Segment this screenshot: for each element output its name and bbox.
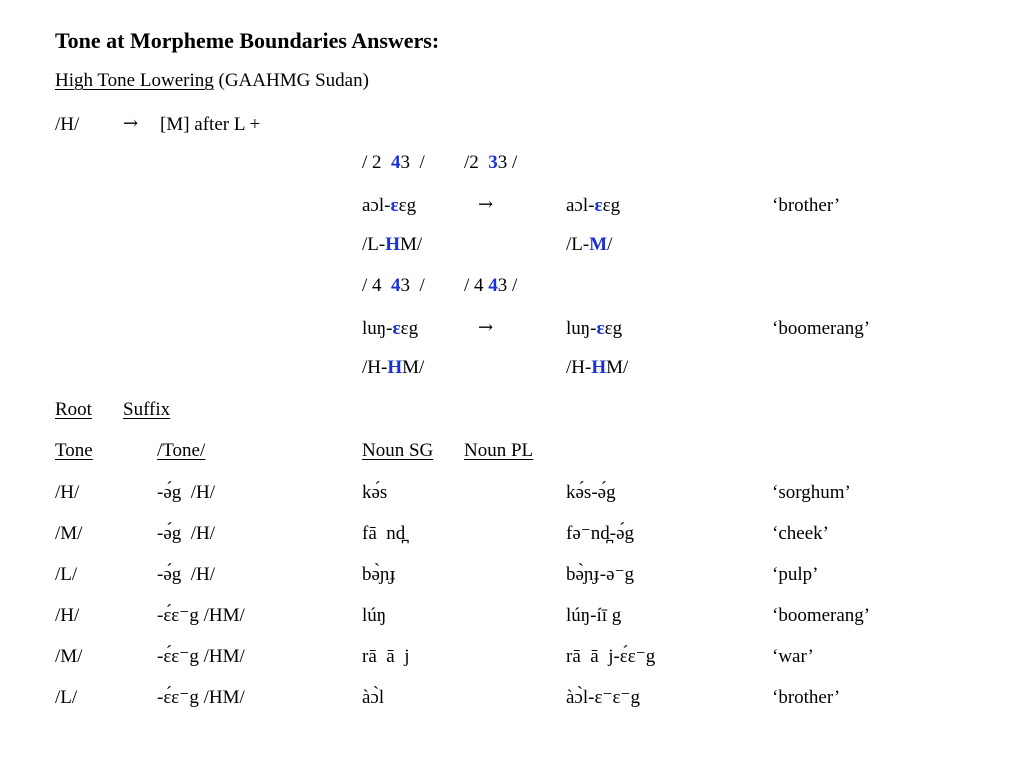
row-3-root: /L/ bbox=[55, 564, 78, 585]
row-1-sg: kə́s bbox=[362, 482, 388, 503]
row-5-root: /M/ bbox=[55, 646, 83, 667]
example-1-code-out: /2 33 / bbox=[464, 152, 518, 173]
example-1-code-in: / 2 43 / bbox=[362, 152, 425, 173]
example-2-tone-in: /H-HM/ bbox=[362, 357, 425, 378]
example-2-gloss: ‘boomerang’ bbox=[772, 318, 871, 339]
example-1-arrow-icon: → bbox=[478, 194, 494, 215]
row-2-root: /M/ bbox=[55, 523, 83, 544]
row-5-gloss: ‘war’ bbox=[772, 646, 814, 667]
row-2-sg: fā nd̪ bbox=[362, 523, 406, 544]
row-1-suffix: -ə́g /H/ bbox=[157, 482, 216, 503]
row-6-pl: àɔ̀l-ɛ⁻ɛ⁻g bbox=[566, 687, 640, 708]
rule-output: [M] after L + bbox=[160, 114, 261, 135]
example-1-form-in: aɔl-ɛɛg bbox=[362, 195, 417, 216]
example-2-code-in: / 4 43 / bbox=[362, 275, 425, 296]
header-noun-pl: Noun PL bbox=[464, 440, 534, 461]
rule-arrow-icon: → bbox=[123, 113, 139, 134]
example-2-form-in: luŋ-ɛɛg bbox=[362, 318, 419, 339]
example-2-code-out: / 4 43 / bbox=[464, 275, 518, 296]
header-root: Root bbox=[55, 399, 92, 420]
row-1-gloss: ‘sorghum’ bbox=[772, 482, 851, 503]
subtitle-underlined: High Tone Lowering bbox=[55, 70, 214, 91]
row-4-sg: lúŋ bbox=[362, 605, 387, 626]
row-1-pl: kə́s-ə́g bbox=[566, 482, 616, 503]
row-4-suffix: -ɛ́ɛ⁻g /HM/ bbox=[157, 605, 245, 626]
header-tone: Tone bbox=[55, 440, 93, 461]
example-1-form-out: aɔl-ɛɛg bbox=[566, 195, 621, 216]
row-2-pl: fə⁻nd̪-ə́g bbox=[566, 523, 635, 544]
header-suffix: Suffix bbox=[123, 399, 171, 420]
row-3-pl: bə̀ɲɟ-ə⁻g bbox=[566, 564, 635, 585]
row-3-gloss: ‘pulp’ bbox=[772, 564, 819, 585]
example-1-gloss: ‘brother’ bbox=[772, 195, 841, 216]
row-3-sg: bə̀ɲɟ bbox=[362, 564, 396, 585]
example-2-form-out: luŋ-ɛɛg bbox=[566, 318, 623, 339]
row-6-root: /L/ bbox=[55, 687, 78, 708]
subtitle-rest: (GAAHMG Sudan) bbox=[213, 70, 369, 91]
row-6-sg: àɔ̀l bbox=[362, 687, 385, 708]
example-1-tone-in: /L-HM/ bbox=[362, 234, 423, 255]
example-2-tone-out: /H-HM/ bbox=[566, 357, 629, 378]
page-title: Tone at Morpheme Boundaries Answers: bbox=[55, 28, 440, 53]
rule-input: /H/ bbox=[55, 114, 80, 135]
row-4-gloss: ‘boomerang’ bbox=[772, 605, 871, 626]
row-2-suffix: -ə́g /H/ bbox=[157, 523, 216, 544]
row-5-pl: rā ā j-ɛ́ɛ⁻g bbox=[566, 646, 656, 667]
subtitle bbox=[55, 71, 369, 90]
row-4-root: /H/ bbox=[55, 605, 80, 626]
row-5-sg: rā ā j bbox=[362, 646, 410, 667]
row-6-suffix: -ɛ́ɛ⁻g /HM/ bbox=[157, 687, 245, 708]
example-1-tone-out: /L-M/ bbox=[566, 234, 613, 255]
header-tone-slash: /Tone/ bbox=[157, 440, 206, 461]
row-3-suffix: -ə́g /H/ bbox=[157, 564, 216, 585]
row-5-suffix: -ɛ́ɛ⁻g /HM/ bbox=[157, 646, 245, 667]
row-4-pl: lúŋ-íī g bbox=[566, 605, 622, 626]
header-noun-sg: Noun SG bbox=[362, 440, 434, 461]
row-1-root: /H/ bbox=[55, 482, 80, 503]
row-2-gloss: ‘cheek’ bbox=[772, 523, 829, 544]
row-6-gloss: ‘brother’ bbox=[772, 687, 841, 708]
example-2-arrow-icon: → bbox=[478, 317, 494, 338]
